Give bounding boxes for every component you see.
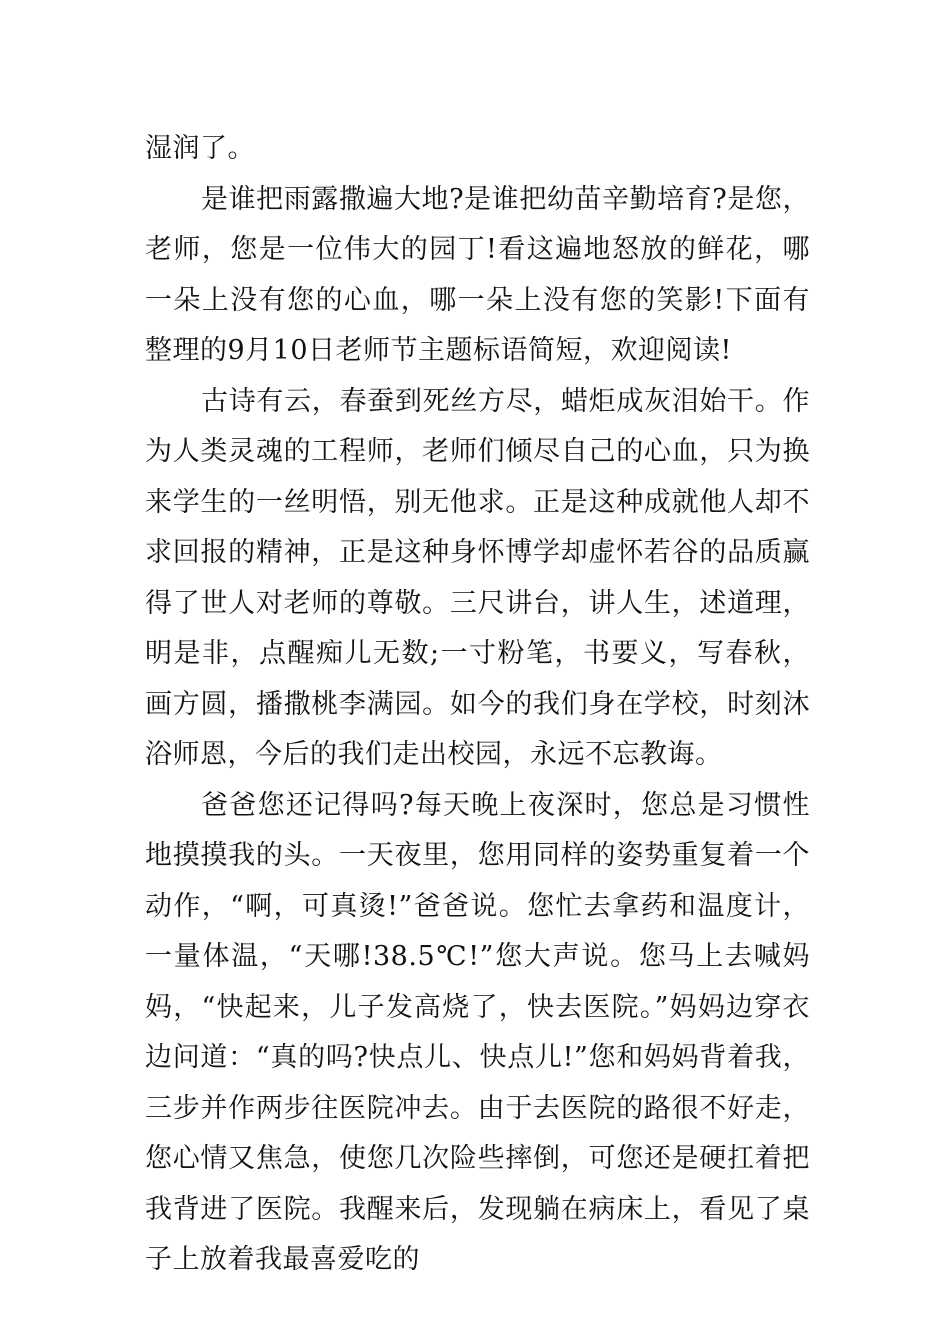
paragraph-3: 古诗有云，春蚕到死丝方尽，蜡炬成灰泪始干。作为人类灵魂的工程师，老师们倾尽自己的心血，只为换来学生的一丝明悟，别无他求。正是这种成就他人却不求回报的精神，正是这种身怀博学却虚怀若谷的品质赢得了世人对老师的尊敬。三尺讲台，讲人生，述道理，明是非，点醒痴儿无数;一寸粉笔，书要义，写春秋，画方圆，播撒桃李满园。如今的我们身在学校，时刻沐浴师恩，今后的我们走出校园，永远不忘教诲。 xyxy=(145,385,810,770)
paragraph-2: 是谁把雨露撒遍大地?是谁把幼苗辛勤培育?是您，老师，您是一位伟大的园丁!看这遍地怒放的鲜花，哪一朵上没有您的心血，哪一朵上没有您的笑影!下面有整理的9月10日老师节主题标语简短，欢迎阅读! xyxy=(145,183,810,366)
paragraph-4: 爸爸您还记得吗?每天晚上夜深时，您总是习惯性地摸摸我的头。一天夜里，您用同样的姿势重复着一个动作，“啊，可真烫!”爸爸说。您忙去拿药和温度计，一量体温，“天哪!38.5℃!”您大声说。您马上去喊妈妈，“快起来，儿子发高烧了，快去医院。”妈妈边穿衣边问道：“真的吗?快点儿、快点儿!”您和妈妈背着我，三步并作两步往医院冲去。由于去医院的路很不好走，您心情又焦急，使您几次险些摔倒，可您还是硬扛着把我背进了医院。我醒来后，发现躺在病床上，看见了桌子上放着我最喜爱吃的 xyxy=(145,789,810,1275)
document-body xyxy=(145,124,810,1286)
paragraph-1: 湿润了。 xyxy=(145,133,255,164)
